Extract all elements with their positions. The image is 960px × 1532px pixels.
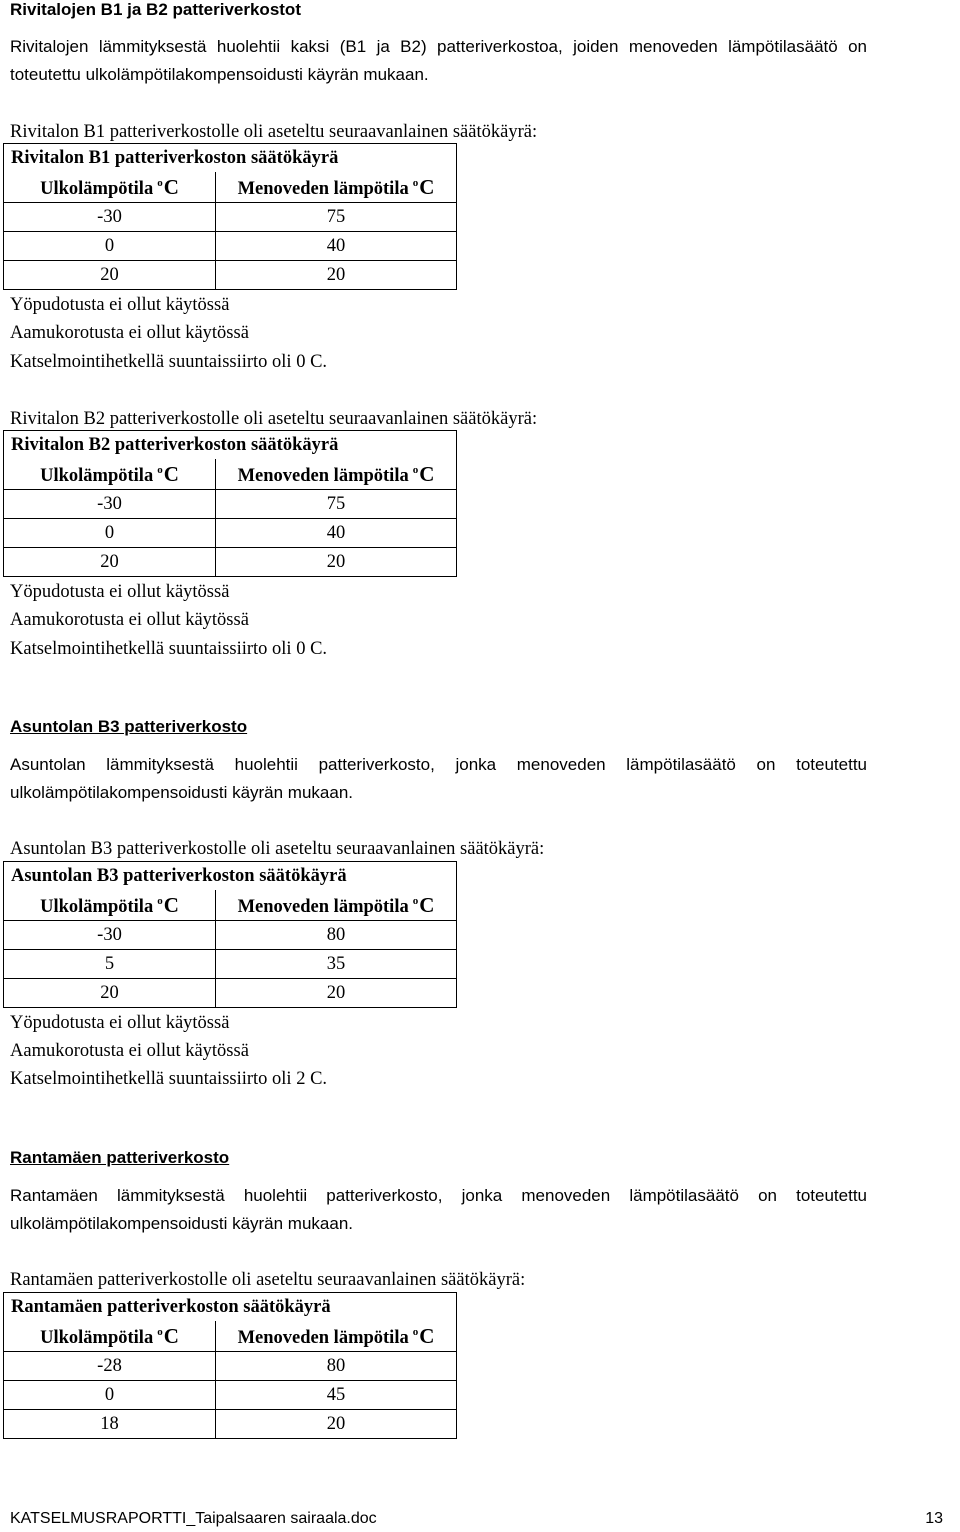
col-outdoor-header: Ulkolämpötila $^o$C — [4, 172, 216, 203]
section-heading: Rantamäen patteriverkosto — [10, 1148, 230, 1167]
section-heading: Asuntolan B3 patteriverkosto — [10, 717, 248, 736]
section-intro: Rantamäen lämmityksestä huolehtii patteriverkosto, jonka menoveden lämpötilasäätö on toteutettu ulkolämpötilakompensoidusti käyrän mukaan. — [10, 1186, 867, 1233]
table-row: 20 20 — [4, 548, 457, 577]
curve-title: Asuntolan B3 patteriverkoston säätökäyrä — [4, 862, 457, 891]
table-row: 18 20 — [4, 1410, 457, 1439]
table-row: -30 75 — [4, 203, 457, 232]
table-row: 20 20 — [4, 979, 457, 1008]
curve-title: Rantamäen patteriverkoston säätökäyrä — [4, 1293, 457, 1322]
col-supply-header: Menoveden lämpötila $^o$C — [216, 172, 457, 203]
curve-table — [3, 1292, 457, 1439]
curve-lead: Asuntolan B3 patteriverkostolle oli aseteltu seuraavanlainen säätökäyrä: — [10, 839, 545, 859]
curve-table — [3, 430, 457, 577]
curve-note: Katselmointihetkellä suuntaissiirto oli 2 C. — [10, 1069, 328, 1089]
col-outdoor-header: Ulkolämpötila $^o$C — [4, 890, 216, 921]
curve-note: Aamukorotusta ei ollut käytössä — [10, 323, 249, 343]
col-outdoor-header: Ulkolämpötila $^o$C — [4, 459, 216, 490]
curve-lead: Rantamäen patteriverkostolle oli aseteltu seuraavanlainen säätökäyrä: — [10, 1270, 526, 1290]
curve-table — [3, 861, 457, 1008]
curve-note: Katselmointihetkellä suuntaissiirto oli 0 C. — [10, 352, 328, 372]
table-row: 5 35 — [4, 950, 457, 979]
section-intro: Asuntolan lämmityksestä huolehtii patteriverkosto, jonka menoveden lämpötilasäätö on toteutettu ulkolämpötilakompensoidusti käyrän mukaan. — [10, 755, 867, 802]
table-row: 0 45 — [4, 1381, 457, 1410]
curve-lead: Rivitalon B2 patteriverkostolle oli aseteltu seuraavanlainen säätökäyrä: — [10, 409, 538, 429]
section-heading: Rivitalojen B1 ja B2 patteriverkostot — [10, 0, 301, 19]
table-row: 20 20 — [4, 261, 457, 290]
curve-note: Katselmointihetkellä suuntaissiirto oli 0 C. — [10, 639, 328, 659]
curve-table — [3, 143, 457, 290]
curve-note: Yöpudotusta ei ollut käytössä — [10, 1013, 230, 1033]
table-row: -28 80 — [4, 1352, 457, 1381]
curve-note: Aamukorotusta ei ollut käytössä — [10, 610, 249, 630]
col-supply-header: Menoveden lämpötila $^o$C — [216, 890, 457, 921]
curve-note: Yöpudotusta ei ollut käytössä — [10, 582, 230, 602]
curve-note: Yöpudotusta ei ollut käytössä — [10, 295, 230, 315]
curve-note: Aamukorotusta ei ollut käytössä — [10, 1041, 249, 1061]
curve-title: Rivitalon B2 patteriverkoston säätökäyrä — [4, 431, 457, 460]
table-row: -30 75 — [4, 490, 457, 519]
table-row: -30 80 — [4, 921, 457, 950]
curve-lead: Rivitalon B1 patteriverkostolle oli aseteltu seuraavanlainen säätökäyrä: — [10, 122, 538, 142]
col-supply-header: Menoveden lämpötila $^o$C — [216, 1321, 457, 1352]
page-number: 13 — [925, 1510, 943, 1527]
section-intro: Rivitalojen lämmityksestä huolehtii kaksi (B1 ja B2) patteriverkostoa, joiden menoveden lämpötilasäätö on toteutettu ulkolämpötilakompensoidusti käyrän mukaan. — [10, 37, 867, 84]
curve-title: Rivitalon B1 patteriverkoston säätökäyrä — [4, 144, 457, 173]
table-row: 0 40 — [4, 232, 457, 261]
table-row: 0 40 — [4, 519, 457, 548]
col-outdoor-header: Ulkolämpötila $^o$C — [4, 1321, 216, 1352]
footer-filename: KATSELMUSRAPORTTI_Taipalsaaren sairaala.doc — [10, 1510, 377, 1527]
col-supply-header: Menoveden lämpötila $^o$C — [216, 459, 457, 490]
